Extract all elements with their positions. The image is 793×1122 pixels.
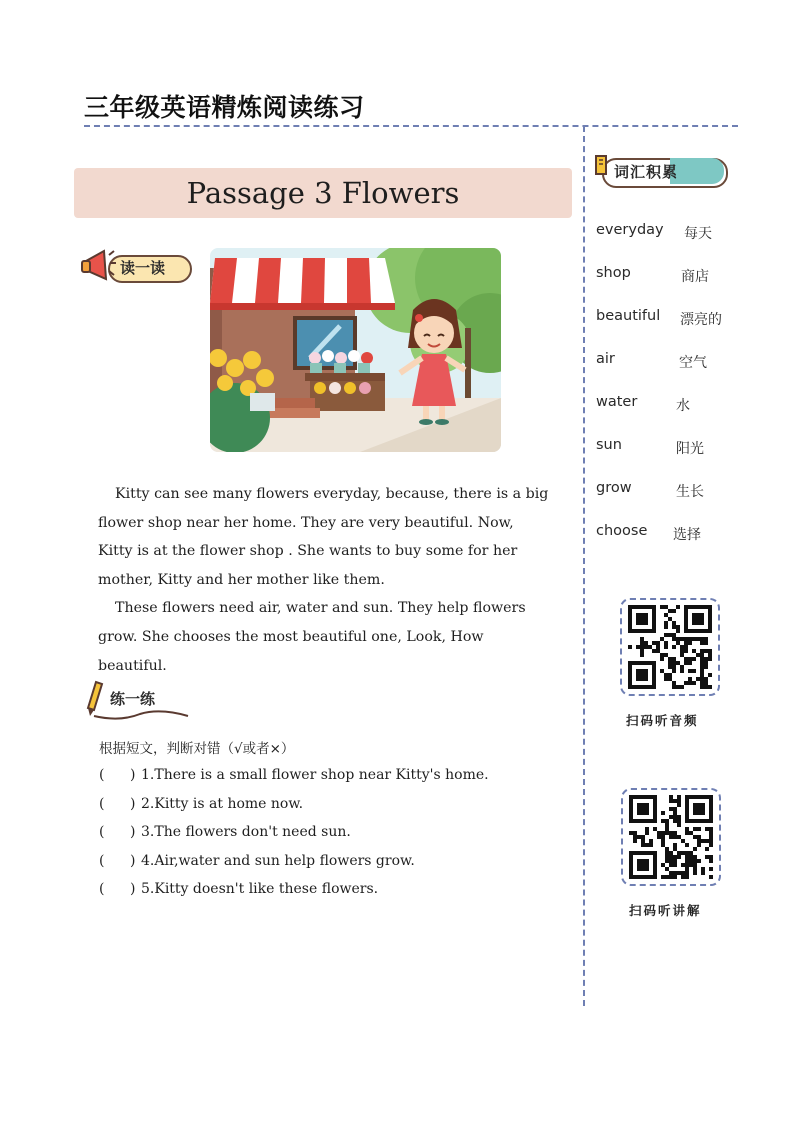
question-item — [99, 849, 559, 878]
vocab-english: grow — [596, 480, 632, 496]
answer-blank-right[interactable]: ) — [130, 767, 136, 783]
vocab-chinese: 商店 — [681, 269, 709, 285]
answer-blank-left[interactable]: ( — [99, 881, 105, 898]
question-item — [99, 820, 559, 849]
vocab-item — [596, 265, 746, 308]
vocab-chinese: 选择 — [673, 527, 701, 543]
vocab-english: beautiful — [596, 308, 661, 324]
answer-blank-left[interactable]: ( — [99, 767, 105, 783]
vocab-english: water — [596, 394, 638, 410]
vocab-english: shop — [596, 265, 631, 281]
passage-body — [98, 480, 550, 680]
vocab-chinese: 漂亮的 — [680, 312, 722, 328]
passage-title: Passage 3 Flowers — [186, 176, 460, 210]
answer-blank-right[interactable]: ) — [130, 795, 136, 812]
vocab-item — [596, 394, 746, 437]
read-label-text: 读一读 — [120, 259, 166, 277]
practice-section-label — [80, 678, 195, 722]
passage-paragraph-1: Kitty can see many flowers everyday, because, there is a big flower shop near her home. They are very beautiful. Now, Kitty is at the flower shop . She wants to buy some for her mother, Kitty and her mother like them. — [98, 486, 549, 588]
vocab-item — [596, 351, 746, 394]
read-section-label — [80, 245, 192, 285]
flower-shop-illustration — [210, 248, 501, 452]
vocab-english: everyday — [596, 222, 664, 238]
vocab-chinese: 每天 — [684, 226, 712, 242]
vocab-english: air — [596, 351, 615, 367]
qr-code-audio[interactable] — [620, 598, 720, 696]
question-text: 3.The flowers don't need sun. — [141, 824, 351, 841]
vocab-chinese: 生长 — [676, 484, 704, 500]
answer-blank-right[interactable]: ) — [130, 852, 136, 869]
vocab-item — [596, 480, 746, 523]
question-text: 4.Air,water and sun help flowers grow. — [141, 852, 415, 869]
qr-audio-caption: 扫码听音频 — [626, 713, 699, 728]
vocab-chinese: 阳光 — [676, 441, 704, 457]
book-icon — [594, 152, 610, 176]
answer-blank-left[interactable]: ( — [99, 824, 105, 841]
practice-label-text: 练一练 — [110, 690, 156, 708]
vocab-english: choose — [596, 523, 648, 539]
true-false-questions — [99, 763, 559, 906]
vocab-chinese: 水 — [676, 398, 690, 414]
page-title: 三年级英语精炼阅读练习 — [84, 93, 365, 122]
question-item — [99, 763, 559, 792]
answer-blank-right[interactable]: ) — [130, 824, 136, 841]
qr-explain-caption: 扫码听讲解 — [629, 903, 702, 918]
vocab-title: 词汇积累 — [614, 163, 679, 181]
question-item — [99, 877, 559, 906]
vocab-header — [594, 152, 728, 190]
answer-blank-left[interactable]: ( — [99, 852, 105, 869]
vocab-list — [596, 222, 746, 566]
vocab-item — [596, 222, 746, 265]
qr-code-explain[interactable] — [621, 788, 721, 886]
vocab-item — [596, 437, 746, 480]
vocab-english: sun — [596, 437, 622, 453]
vocab-header-accent — [670, 158, 724, 184]
flower-shop-picture — [210, 248, 501, 452]
question-text: 5.Kitty doesn't like these flowers. — [141, 881, 379, 898]
vocab-chinese: 空气 — [679, 355, 707, 371]
megaphone-icon — [80, 245, 120, 285]
passage-paragraph-2: These flowers need air, water and sun. They help flowers grow. She chooses the most beautiful one, Look, How beautiful. — [98, 600, 526, 674]
column-divider — [583, 126, 585, 1006]
answer-blank-right[interactable]: ) — [130, 881, 136, 898]
practice-instruction: 根据短文，判断对错（√或者×） — [99, 741, 295, 757]
qr-code-icon — [628, 605, 712, 689]
question-text: 2.Kitty is at home now. — [141, 795, 304, 812]
answer-blank-left[interactable]: ( — [99, 795, 105, 812]
header-divider — [84, 125, 738, 127]
vocab-item — [596, 523, 746, 566]
question-text: 1.There is a small flower shop near Kitty's home. — [141, 767, 489, 783]
qr-code-icon — [629, 795, 713, 879]
question-item — [99, 792, 559, 821]
vocab-item — [596, 308, 746, 351]
